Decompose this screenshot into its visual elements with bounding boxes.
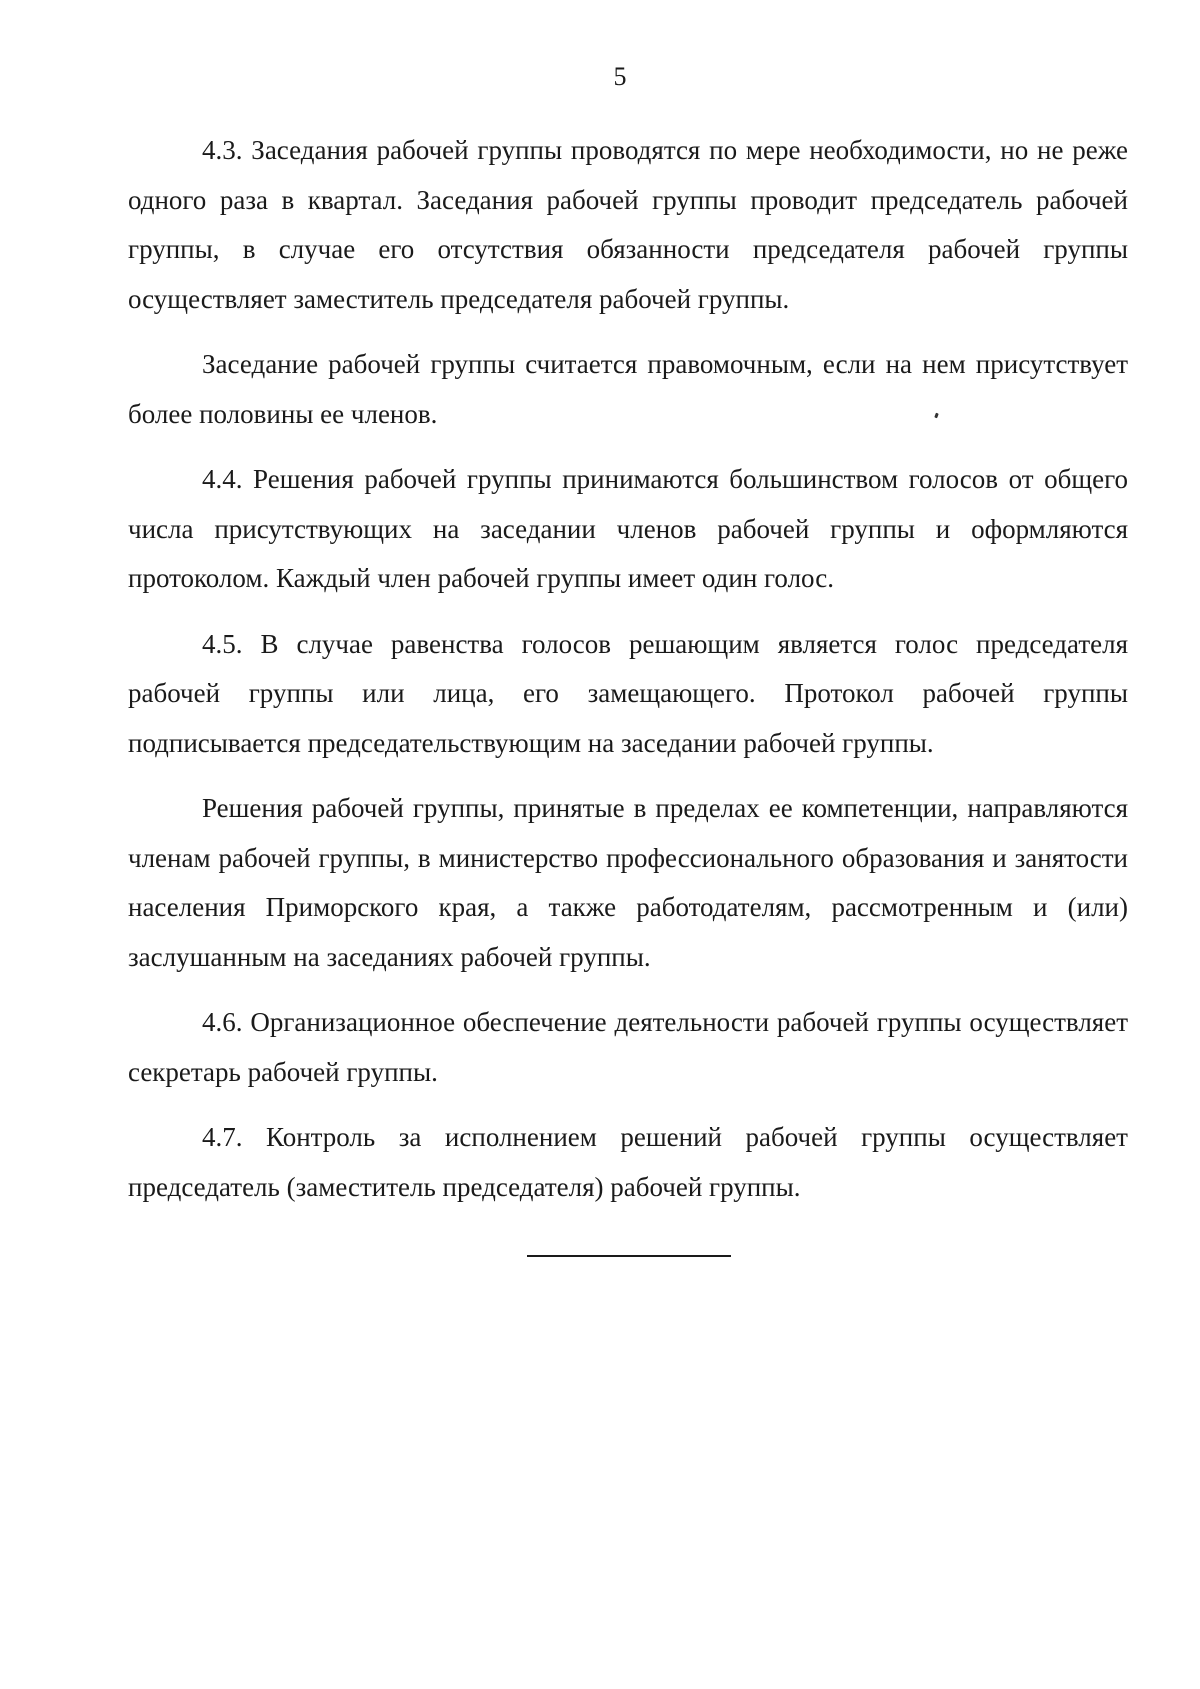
end-divider-line [527, 1255, 731, 1257]
paragraph-4-3: 4.3. Заседания рабочей группы проводятся по мере необходимости, но не реже одного раза в квартал. Заседания рабочей группы проводит председатель рабочей группы, в случае его отсутствия обязанности председателя рабочей группы осуществляет заместитель председателя рабочей группы. [128, 135, 1128, 314]
paragraph-decisions-distribution: Решения рабочей группы, принятые в пределах ее компетенции, направляются членам рабочей группы, в министерство профессионального образования и занятости населения Приморского края, а также работодателям, рассмотренным и (или) заслушанным на заседаниях рабочей группы. [128, 793, 1128, 972]
paragraph-4-4: 4.4. Решения рабочей группы принимаются большинством голосов от общего числа присутствующих на заседании членов рабочей группы и оформляются протоколом. Каждый член рабочей группы имеет один голос. [128, 464, 1128, 593]
document-body [128, 126, 1128, 1228]
paragraph-4-5: 4.5. В случае равенства голосов решающим является голос председателя рабочей группы или лица, его замещающего. Протокол рабочей группы подписывается председательствующим на заседании рабочей группы. [128, 628, 1128, 758]
paragraph-4-7: 4.7. Контроль за исполнением решений рабочей группы осуществляет председатель (заместитель председателя) рабочей группы. [128, 1122, 1128, 1202]
page-number: 5 [613, 62, 627, 91]
paragraph-quorum: Заседание рабочей группы считается правомочным, если на нем присутствует более половины ее членов. [128, 349, 1128, 429]
paragraph-4-6: 4.6. Организационное обеспечение деятельности рабочей группы осуществляет секретарь рабочей группы. [128, 1007, 1128, 1087]
